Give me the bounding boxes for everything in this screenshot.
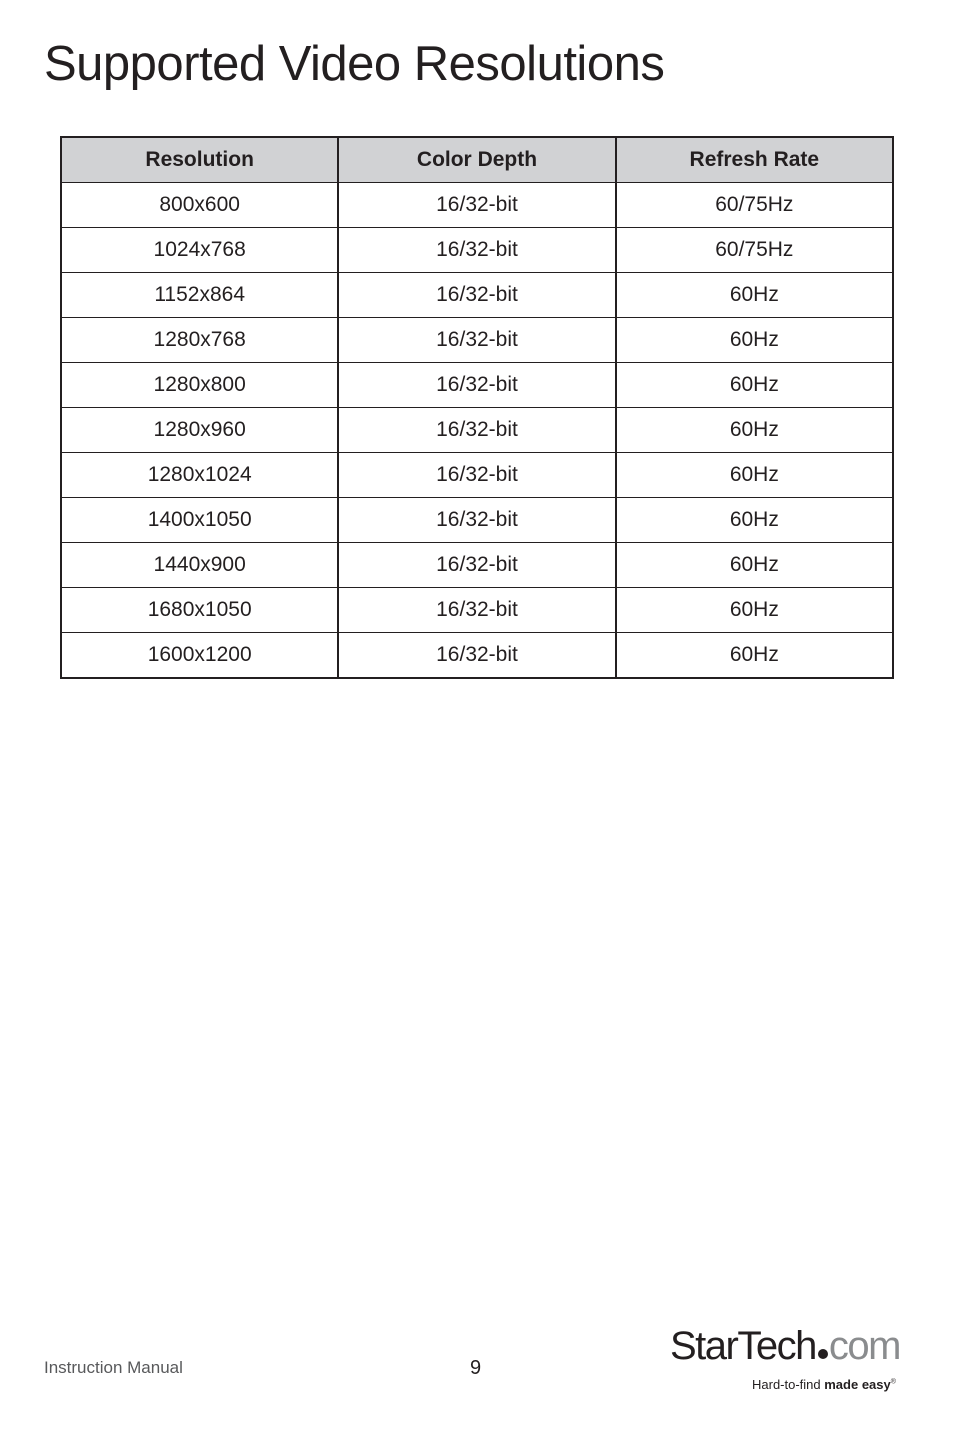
cell-refresh-rate: 60Hz bbox=[616, 633, 893, 679]
cell-refresh-rate: 60Hz bbox=[616, 318, 893, 363]
cell-resolution: 1680x1050 bbox=[61, 588, 338, 633]
cell-color-depth: 16/32-bit bbox=[338, 498, 615, 543]
cell-resolution: 800x600 bbox=[61, 183, 338, 228]
table-row bbox=[61, 453, 893, 498]
cell-refresh-rate: 60Hz bbox=[616, 453, 893, 498]
table-row bbox=[61, 363, 893, 408]
header-refresh-rate: Refresh Rate bbox=[616, 137, 893, 183]
cell-resolution: 1280x800 bbox=[61, 363, 338, 408]
cell-resolution: 1280x960 bbox=[61, 408, 338, 453]
table-row bbox=[61, 588, 893, 633]
cell-resolution: 1600x1200 bbox=[61, 633, 338, 679]
logo-tld: com bbox=[828, 1324, 900, 1368]
cell-color-depth: 16/32-bit bbox=[338, 228, 615, 273]
tagline-bold: made easy bbox=[824, 1377, 891, 1392]
cell-resolution: 1440x900 bbox=[61, 543, 338, 588]
table-header-row bbox=[61, 137, 893, 183]
table-row bbox=[61, 498, 893, 543]
cell-color-depth: 16/32-bit bbox=[338, 363, 615, 408]
table-row bbox=[61, 228, 893, 273]
cell-color-depth: 16/32-bit bbox=[338, 273, 615, 318]
registered-mark: ® bbox=[890, 1378, 896, 1386]
page-number: 9 bbox=[470, 1357, 482, 1379]
cell-color-depth: 16/32-bit bbox=[338, 633, 615, 679]
cell-refresh-rate: 60/75Hz bbox=[616, 228, 893, 273]
logo-tagline bbox=[752, 1377, 896, 1392]
tagline-regular: Hard-to-find bbox=[752, 1377, 825, 1392]
cell-color-depth: 16/32-bit bbox=[338, 588, 615, 633]
resolutions-table bbox=[60, 136, 894, 679]
cell-color-depth: 16/32-bit bbox=[338, 183, 615, 228]
cell-refresh-rate: 60/75Hz bbox=[616, 183, 893, 228]
cell-refresh-rate: 60Hz bbox=[616, 408, 893, 453]
header-color-depth: Color Depth bbox=[338, 137, 615, 183]
page-title: Supported Video Resolutions bbox=[44, 37, 665, 91]
table-row bbox=[61, 183, 893, 228]
table-row bbox=[61, 408, 893, 453]
header-resolution: Resolution bbox=[61, 137, 338, 183]
cell-resolution: 1024x768 bbox=[61, 228, 338, 273]
cell-refresh-rate: 60Hz bbox=[616, 543, 893, 588]
cell-refresh-rate: 60Hz bbox=[616, 588, 893, 633]
cell-resolution: 1400x1050 bbox=[61, 498, 338, 543]
cell-color-depth: 16/32-bit bbox=[338, 543, 615, 588]
cell-refresh-rate: 60Hz bbox=[616, 498, 893, 543]
cell-color-depth: 16/32-bit bbox=[338, 408, 615, 453]
cell-resolution: 1280x768 bbox=[61, 318, 338, 363]
logo-brand: StarTech bbox=[670, 1324, 816, 1368]
cell-color-depth: 16/32-bit bbox=[338, 318, 615, 363]
cell-resolution: 1152x864 bbox=[61, 273, 338, 318]
logo-dot-icon bbox=[818, 1349, 828, 1359]
startech-logo bbox=[670, 1326, 920, 1396]
table-row bbox=[61, 633, 893, 679]
cell-resolution: 1280x1024 bbox=[61, 453, 338, 498]
cell-refresh-rate: 60Hz bbox=[616, 273, 893, 318]
table-row bbox=[61, 273, 893, 318]
cell-color-depth: 16/32-bit bbox=[338, 453, 615, 498]
cell-refresh-rate: 60Hz bbox=[616, 363, 893, 408]
table-row bbox=[61, 318, 893, 363]
footer-manual-label: Instruction Manual bbox=[44, 1358, 183, 1377]
table-row bbox=[61, 543, 893, 588]
logo-wordmark bbox=[670, 1326, 900, 1366]
